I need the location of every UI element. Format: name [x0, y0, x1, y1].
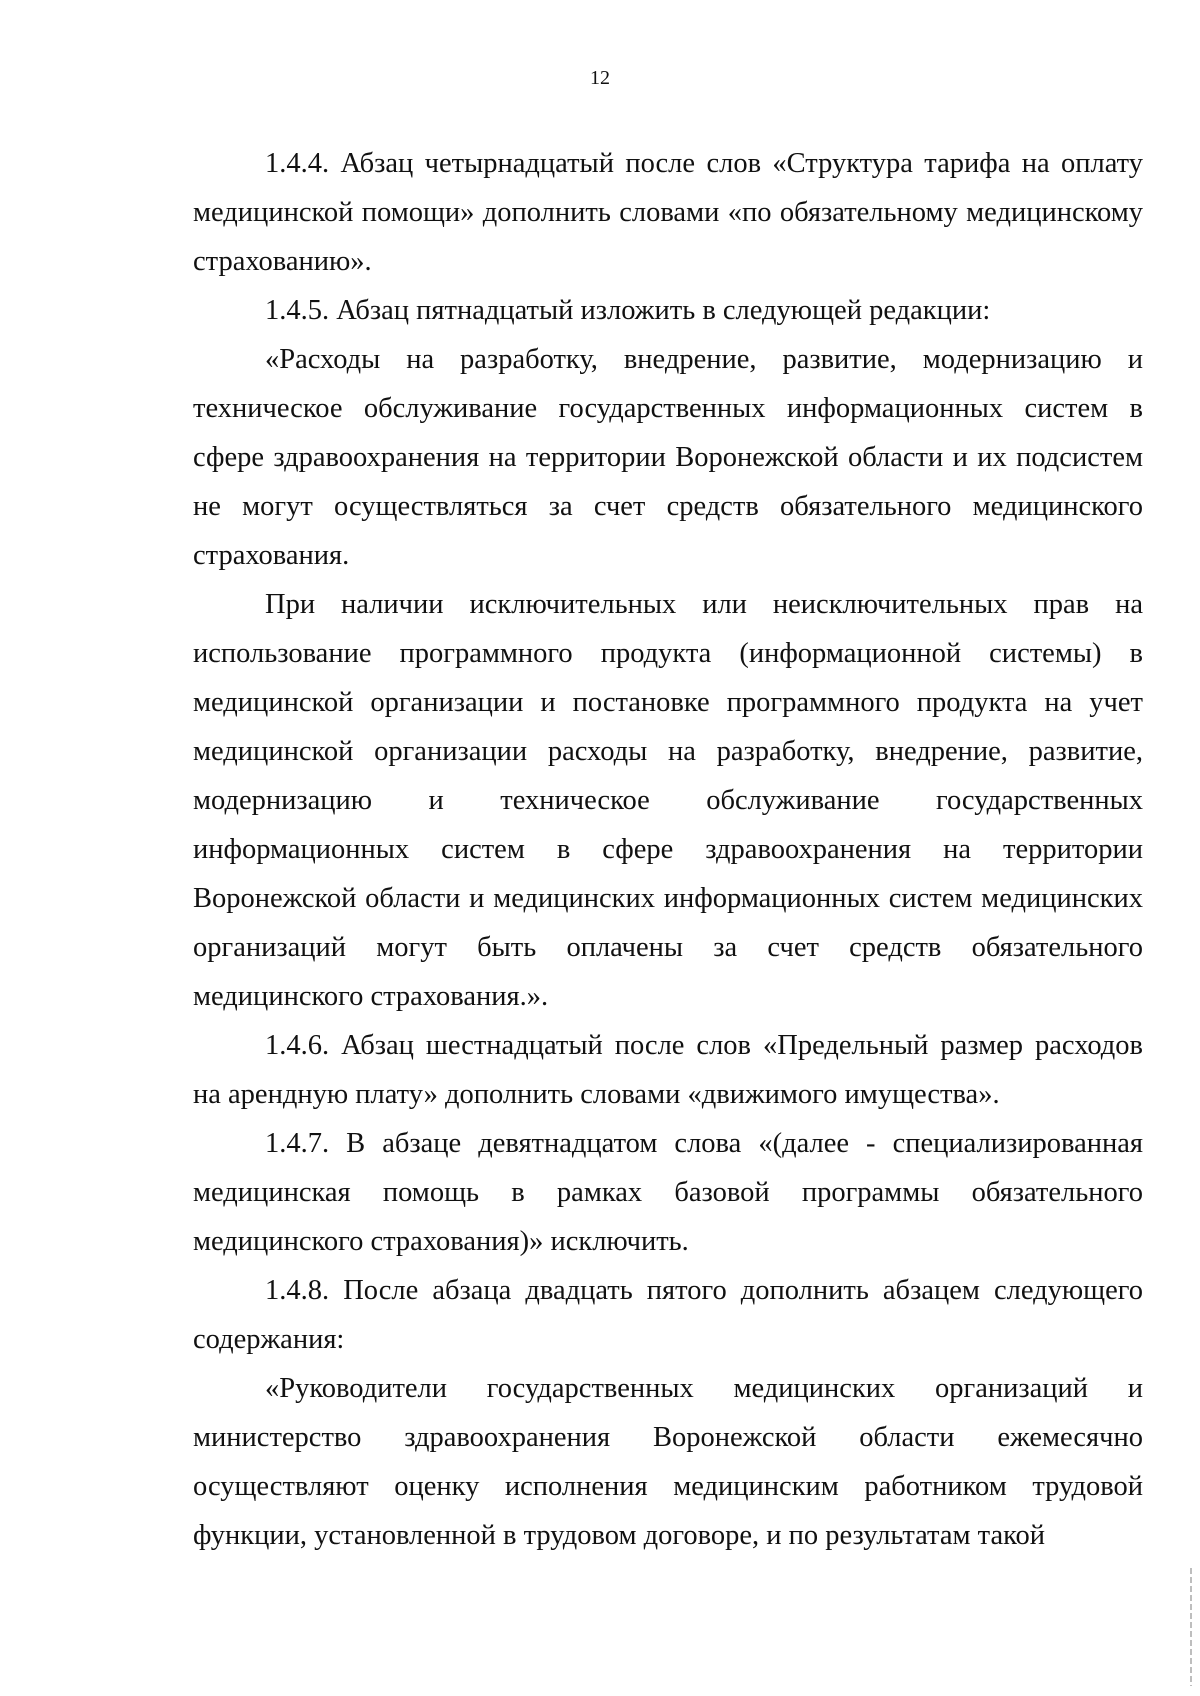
- paragraph-quote-managers: «Руководители государственных медицинских организаций и министерство здравоохранения Воронежской области ежемесячно осуществляют оценку исполнения медицинским работником трудовой функции, установленной в трудовом договоре, и по результатам такой: [193, 1373, 1143, 1551]
- paragraph-quote-expenses: «Расходы на разработку, внедрение, развитие, модернизацию и техническое обслуживание государственных информационных систем в сфере здравоохранения на территории Воронежской области и их подсистем не могут осуществляться за счет средств обязательного медицинского страхования.: [193, 344, 1143, 571]
- paragraph-1-4-6: 1.4.6. Абзац шестнадцатый после слов «Предельный размер расходов на арендную плату» дополнить словами «движимого имущества».: [193, 1030, 1143, 1110]
- scan-edge-mark: [1190, 1568, 1192, 1686]
- paragraph-exclusive-rights: При наличии исключительных или неисключительных прав на использование программного продукта (информационной системы) в медицинской организации и постановке программного продукта на учет медицинской организации расходы на разработку, внедрение, развитие, модернизацию и техническое обслуживание государственных информационных систем в сфере здравоохранения на территории Воронежской области и медицинских информационных систем медицинских организаций могут быть оплачены за счет средств обязательного медицинского страхования.».: [193, 589, 1143, 1012]
- paragraph-1-4-8: 1.4.8. После абзаца двадцать пятого дополнить абзацем следующего содержания:: [193, 1275, 1143, 1355]
- document-body: [193, 139, 1143, 1560]
- paragraph-1-4-7: 1.4.7. В абзаце девятнадцатом слова «(далее - специализированная медицинская помощь в рамках базовой программы обязательного медицинского страхования)» исключить.: [193, 1128, 1143, 1257]
- page-number: 12: [590, 67, 610, 89]
- paragraph-1-4-4: 1.4.4. Абзац четырнадцатый после слов «Структура тарифа на оплату медицинской помощи» дополнить словами «по обязательному медицинскому страхованию».: [193, 148, 1143, 277]
- paragraph-1-4-5: 1.4.5. Абзац пятнадцатый изложить в следующей редакции:: [265, 295, 991, 326]
